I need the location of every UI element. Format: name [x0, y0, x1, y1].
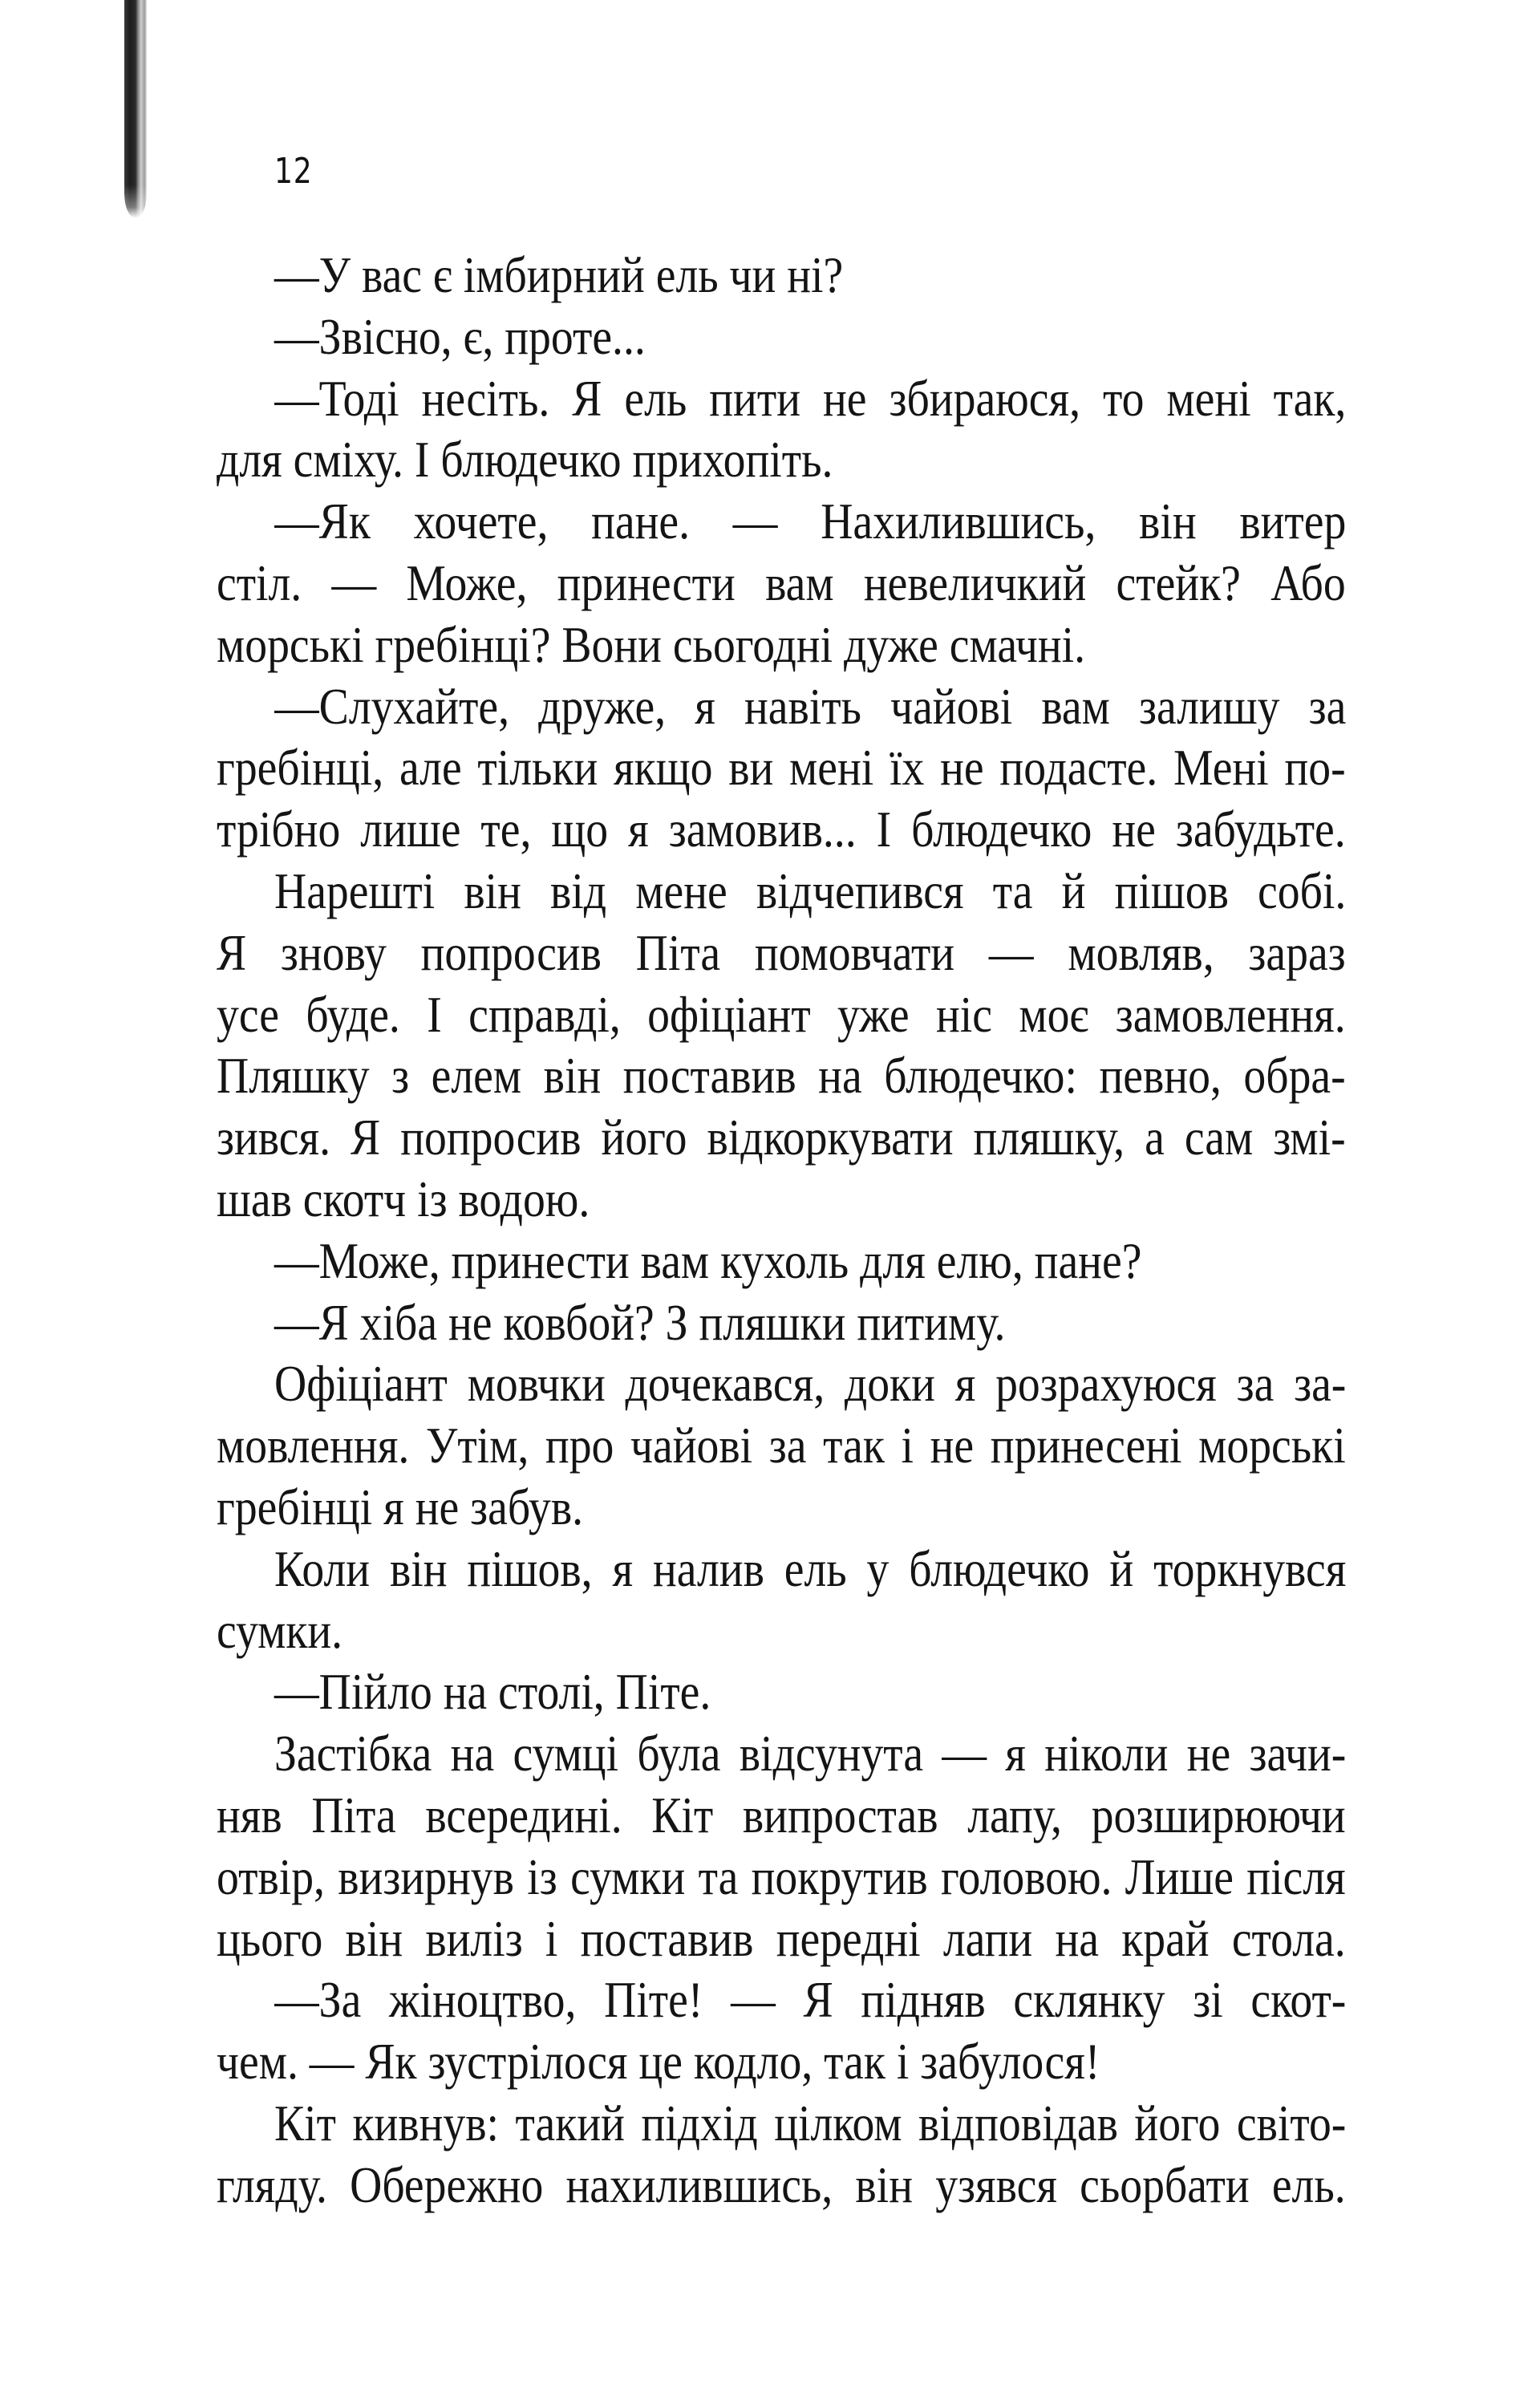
- text-line: —Пійло на столі, Піте.: [274, 1663, 711, 1720]
- text-line: —Звісно, є, проте...: [274, 308, 646, 365]
- text-line: сумки.: [217, 1602, 343, 1659]
- text-line: Кіт кивнув: такий підхід цілком відповідав його світо-: [274, 2095, 1347, 2152]
- text-line: —Як хочете, пане. — Нахилившись, він витер: [274, 493, 1347, 550]
- text-line: Нарешті він від мене відчепився та й пішов собі.: [274, 862, 1347, 919]
- text-line: гребінці, але тільки якщо ви мені їх не подасте. Мені по-: [217, 739, 1346, 796]
- text-line: чем. — Як зустрілося це кодло, так і забулося!: [217, 2033, 1100, 2090]
- text-line: гляду. Обережно нахилившись, він узявся сьорбати ель.: [217, 2156, 1346, 2213]
- page-number: 12: [274, 151, 313, 192]
- text-line: —Я хіба не ковбой? З пляшки питиму.: [274, 1294, 1006, 1351]
- text-line: шав скотч із водою.: [217, 1170, 590, 1227]
- text-line: гребінці я не забув.: [217, 1478, 584, 1535]
- text-line: усе буде. І справді, офіціант уже ніс моє замовлення.: [217, 986, 1346, 1043]
- text-line: трібно лише те, що я замовив... І блюдечко не забудьте.: [217, 801, 1346, 858]
- text-line: Я знову попросив Піта помовчати — мовляв, зараз: [217, 924, 1346, 981]
- text-line: Офіціант мовчки дочекався, доки я розрахуюся за за-: [274, 1355, 1347, 1412]
- text-line: Пляшку з елем він поставив на блюдечко: певно, обра-: [217, 1047, 1346, 1104]
- text-line: мовлення. Утім, про чайові за так і не принесені морські: [217, 1417, 1346, 1474]
- text-line: —Слухайте, друже, я навіть чайові вам залишу за: [274, 678, 1347, 735]
- text-line: няв Піта всередині. Кіт випростав лапу, розширюючи: [217, 1787, 1346, 1843]
- text-line: зився. Я попросив його відкоркувати пляшку, а сам змі-: [217, 1109, 1346, 1166]
- text-line: для сміху. І блюдечко прихопіть.: [217, 431, 833, 488]
- text-line: —За жіноцтво, Піте! — Я підняв склянку зі скот-: [274, 1971, 1347, 2028]
- text-line: морські гребінці? Вони сьогодні дуже смачні.: [217, 616, 1086, 673]
- text-line: стіл. — Може, принести вам невеличкий стейк? Або: [217, 554, 1346, 611]
- text-line: —Може, принести вам кухоль для елю, пане?: [274, 1232, 1142, 1289]
- text-line: цього він виліз і поставив передні лапи на край стола.: [217, 1910, 1346, 1967]
- text-line: —Тоді несіть. Я ель пити не збираюся, то мені так,: [274, 370, 1347, 427]
- text-line: отвір, визирнув із сумки та покрутив головою. Лише після: [217, 1848, 1346, 1905]
- text-line: —У вас є імбирний ель чи ні?: [274, 246, 844, 303]
- text-line: Застібка на сумці була відсунута — я ніколи не зачи-: [274, 1725, 1347, 1782]
- text-line: Коли він пішов, я налив ель у блюдечко й торкнувся: [274, 1540, 1347, 1597]
- page-edge-marker: [124, 0, 147, 218]
